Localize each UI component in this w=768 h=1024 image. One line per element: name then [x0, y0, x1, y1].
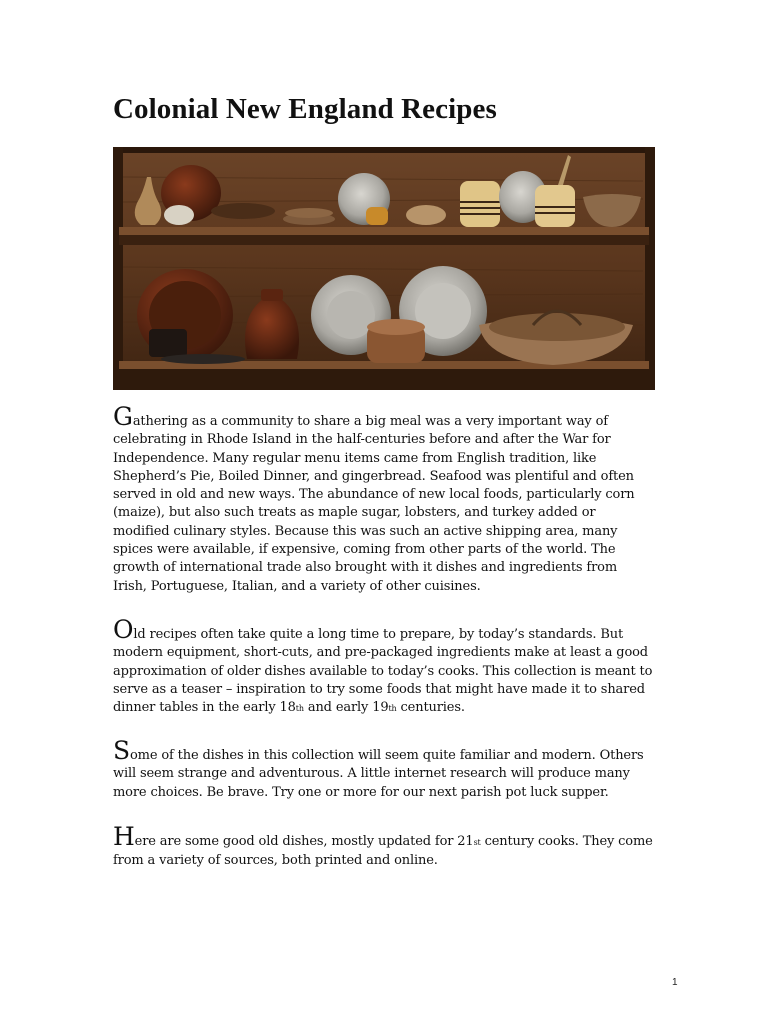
page-title: Colonial New England Recipes [113, 93, 497, 125]
paragraph-collection [113, 736, 653, 802]
paragraph-text: ere are some good old dishes, mostly updated for 21 [134, 834, 474, 849]
kitchenware-shelf-photo [113, 147, 655, 390]
paragraph-text: ome of the dishes in this collection will seem quite familiar and modern. Others will seem strange and adventurous. A little internet research will produce many more choices. Be brave. Try one or more for our next parish pot luck supper. [113, 748, 644, 800]
drop-cap: G [113, 402, 133, 431]
paragraph-old-recipes [113, 615, 653, 718]
paragraph-text: centuries. [396, 700, 465, 716]
page-number: 1 [672, 977, 678, 988]
paragraph-intro [113, 402, 653, 596]
paragraph-dishes [113, 822, 653, 871]
drop-cap: H [113, 822, 135, 851]
ordinal-suffix: th [388, 704, 397, 714]
drop-cap: S [113, 736, 130, 765]
ordinal-suffix: st [473, 838, 481, 847]
paragraph-text: century cooks. They come from a variety of sources, both printed and online. [113, 834, 653, 869]
paragraph-text: ld recipes often take quite a long time to prepare, by today’s standards. But modern equipment, short-cuts, and pre-packaged ingredients make at least a good approximation of older dishes available to today’s cooks. This collection is meant to serve as a teaser – inspiration to try some foods that might have made it to shared dinner tables in the early 18 [113, 627, 653, 716]
paragraph-text: athering as a community to share a big meal was a very important way of celebrating in Rhode Island in the half-centuries before and after the War for Independence. Many regular menu items came from English tradition, like Shepherd’s Pie, Boiled Dinner, and gingerbread. Seafood was plentiful and often served in old and new ways. The abundance of new local foods, particularly corn (maize), but also such treats as maple sugar, lobsters, and turkey added or modified culinary styles. Because this was such an active shipping area, many spices were available, if expensive, coming from other parts of the world. The growth of international trade also brought with it dishes and ingredients from Irish, Portuguese, Italian, and a variety of other cuisines. [113, 414, 635, 594]
paragraph-text: and early 19 [303, 700, 389, 716]
drop-cap: O [113, 615, 134, 644]
ordinal-suffix: th [295, 704, 304, 714]
